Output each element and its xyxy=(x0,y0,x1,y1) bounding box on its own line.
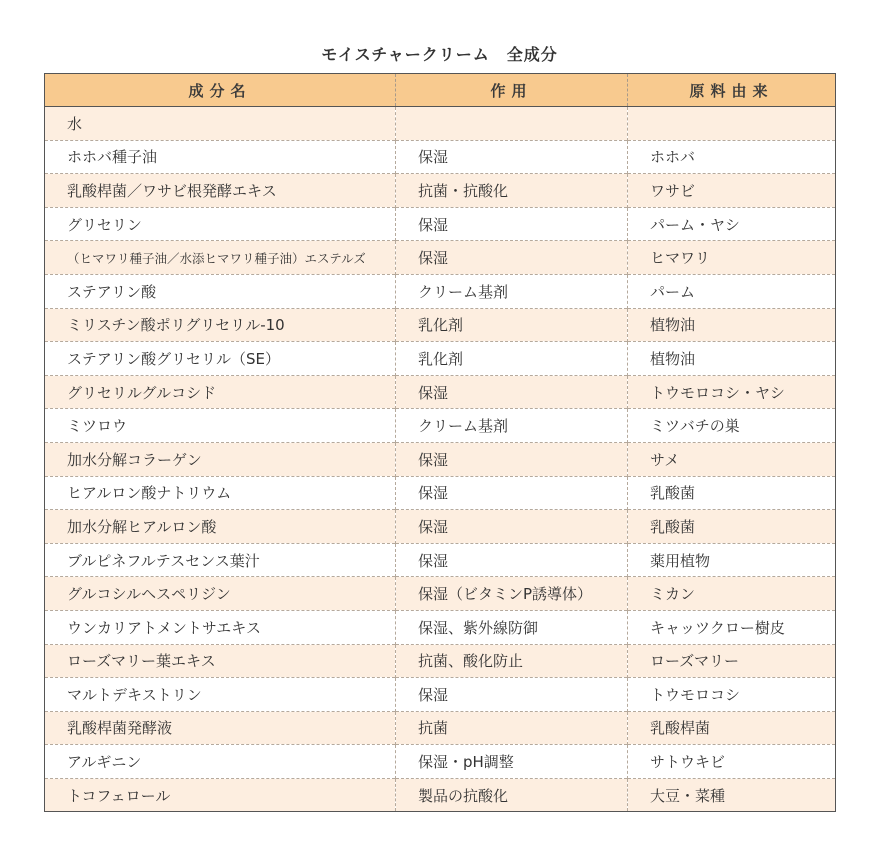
origin-cell: トウモロコシ xyxy=(628,678,836,712)
effect-cell: 製品の抗酸化 xyxy=(396,778,628,812)
ingredient-name-cell: ステアリン酸 xyxy=(45,274,396,308)
table-row xyxy=(45,577,836,611)
table-row xyxy=(45,140,836,174)
effect-cell xyxy=(396,107,628,141)
page-title: モイスチャークリーム 全成分 xyxy=(321,45,558,64)
effect-cell: 乳化剤 xyxy=(396,308,628,342)
table-row xyxy=(45,745,836,779)
table-row xyxy=(45,543,836,577)
origin-cell: パーム・ヤシ xyxy=(628,207,836,241)
origin-cell: 乳酸桿菌 xyxy=(628,711,836,745)
origin-cell: キャッツクロー樹皮 xyxy=(628,610,836,644)
ingredient-name-cell: ステアリン酸グリセリル（SE） xyxy=(45,342,396,376)
ingredient-name-cell: ミリスチン酸ポリグリセリル-10 xyxy=(45,308,396,342)
ingredient-name-cell: （ヒマワリ種子油／水添ヒマワリ種子油）エステルズ xyxy=(45,241,396,275)
effect-cell: 保湿 xyxy=(396,375,628,409)
table-body xyxy=(45,107,836,812)
table-header xyxy=(45,74,836,107)
ingredient-name-cell: ホホバ種子油 xyxy=(45,140,396,174)
origin-cell: トウモロコシ・ヤシ xyxy=(628,375,836,409)
origin-cell: 乳酸菌 xyxy=(628,476,836,510)
origin-cell: 植物油 xyxy=(628,308,836,342)
ingredient-name-cell: 加水分解コラーゲン xyxy=(45,442,396,476)
effect-cell: 抗菌、酸化防止 xyxy=(396,644,628,678)
table-row xyxy=(45,711,836,745)
ingredient-name-cell: アルギニン xyxy=(45,745,396,779)
table-row xyxy=(45,778,836,812)
table-row xyxy=(45,409,836,443)
ingredient-name-cell: マルトデキストリン xyxy=(45,678,396,712)
origin-cell: ローズマリー xyxy=(628,644,836,678)
effect-cell: クリーム基剤 xyxy=(396,274,628,308)
origin-cell: サメ xyxy=(628,442,836,476)
table-row xyxy=(45,678,836,712)
effect-cell: 保湿 xyxy=(396,241,628,275)
ingredient-name-cell: グリセリルグルコシド xyxy=(45,375,396,409)
column-header-effect: 作用 xyxy=(396,74,628,107)
origin-cell: ミツバチの巣 xyxy=(628,409,836,443)
effect-cell: 保湿・pH調整 xyxy=(396,745,628,779)
origin-cell: ワサビ xyxy=(628,174,836,208)
effect-cell: 保湿 xyxy=(396,442,628,476)
ingredient-name-cell: ヒアルロン酸ナトリウム xyxy=(45,476,396,510)
effect-cell: 保湿 xyxy=(396,510,628,544)
table-row xyxy=(45,375,836,409)
ingredient-name-cell: 水 xyxy=(45,107,396,141)
column-header-name: 成分名 xyxy=(45,74,396,107)
origin-cell: 薬用植物 xyxy=(628,543,836,577)
origin-cell: パーム xyxy=(628,274,836,308)
table-row xyxy=(45,476,836,510)
table-row xyxy=(45,644,836,678)
table-row xyxy=(45,510,836,544)
ingredients-table xyxy=(44,73,836,812)
table-row xyxy=(45,308,836,342)
effect-cell: 保湿 xyxy=(396,476,628,510)
effect-cell: 抗菌・抗酸化 xyxy=(396,174,628,208)
origin-cell: サトウキビ xyxy=(628,745,836,779)
ingredient-name-cell: グリセリン xyxy=(45,207,396,241)
origin-cell: 植物油 xyxy=(628,342,836,376)
effect-cell: 保湿 xyxy=(396,543,628,577)
table-row xyxy=(45,107,836,141)
effect-cell: 保湿、紫外線防御 xyxy=(396,610,628,644)
table-row xyxy=(45,241,836,275)
ingredient-name-cell: ミツロウ xyxy=(45,409,396,443)
effect-cell: クリーム基剤 xyxy=(396,409,628,443)
origin-cell: 乳酸菌 xyxy=(628,510,836,544)
table-row xyxy=(45,207,836,241)
table-row xyxy=(45,274,836,308)
ingredient-name-cell: トコフェロール xyxy=(45,778,396,812)
effect-cell: 保湿 xyxy=(396,140,628,174)
ingredient-name-cell: ローズマリー葉エキス xyxy=(45,644,396,678)
ingredient-name-cell: グルコシルヘスペリジン xyxy=(45,577,396,611)
origin-cell: ミカン xyxy=(628,577,836,611)
ingredient-name-cell: ブルピネフルテスセンス葉汁 xyxy=(45,543,396,577)
table-row xyxy=(45,610,836,644)
origin-cell: ヒマワリ xyxy=(628,241,836,275)
effect-cell: 保湿 xyxy=(396,678,628,712)
table-header-row xyxy=(45,74,836,107)
ingredient-name-cell: 乳酸桿菌／ワサビ根発酵エキス xyxy=(45,174,396,208)
effect-cell: 保湿（ビタミンP誘導体） xyxy=(396,577,628,611)
origin-cell xyxy=(628,107,836,141)
ingredient-name-cell: 加水分解ヒアルロン酸 xyxy=(45,510,396,544)
table-row xyxy=(45,442,836,476)
origin-cell: ホホバ xyxy=(628,140,836,174)
table-row xyxy=(45,174,836,208)
ingredient-name-cell: 乳酸桿菌発酵液 xyxy=(45,711,396,745)
effect-cell: 抗菌 xyxy=(396,711,628,745)
origin-cell: 大豆・菜種 xyxy=(628,778,836,812)
effect-cell: 乳化剤 xyxy=(396,342,628,376)
effect-cell: 保湿 xyxy=(396,207,628,241)
table-row xyxy=(45,342,836,376)
ingredient-name-cell: ウンカリアトメントサエキス xyxy=(45,610,396,644)
column-header-origin: 原料由来 xyxy=(628,74,836,107)
